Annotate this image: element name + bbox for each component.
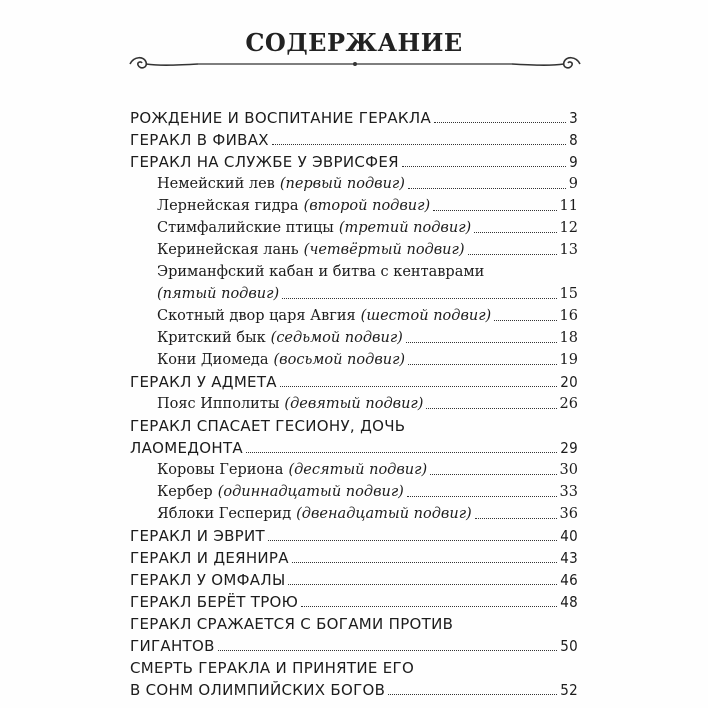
page-number: 11 [559,198,578,214]
page-number: 16 [559,308,578,324]
toc-entry-line[interactable]: ГЕРАКЛ СРАЖАЕТСЯ С БОГАМИ ПРОТИВ [130,615,454,633]
toc-entry[interactable]: ГЕРАКЛ И ДЕЯНИРА 43 [130,549,578,567]
toc-entry[interactable]: Коровы Гериона (десятый подвиг) 30 [157,462,578,478]
toc-entry[interactable]: Пояс Ипполиты (девятый подвиг) 26 [157,396,578,412]
toc-entry[interactable]: Лернейская гидра (второй подвиг) 11 [157,198,578,214]
page-number: 43 [560,549,578,567]
toc-entry[interactable]: ГЕРАКЛ БЕРЁТ ТРОЮ 48 [130,593,578,611]
toc-entry[interactable]: ГЕРАКЛ И ЭВРИТ 40 [130,527,578,545]
page-number: 12 [559,220,578,236]
page-number: 30 [559,462,578,478]
page-number: 18 [559,330,578,346]
page-number: 19 [559,352,578,368]
page-number: 50 [560,637,578,655]
page-number: 20 [560,373,578,391]
toc-entry-line[interactable]: ГЕРАКЛ СПАСАЕТ ГЕСИОНУ, ДОЧЬ [130,417,406,435]
page-number: 40 [560,527,578,545]
toc-entry[interactable]: ГИГАНТОВ 50 [130,637,578,655]
toc-entry[interactable]: В СОНМ ОЛИМПИЙСКИХ БОГОВ 52 [130,681,578,699]
toc-entry[interactable]: Скотный двор царя Авгия (шестой подвиг) 16 [157,308,578,324]
page-number: 15 [559,286,578,302]
toc-entry[interactable]: ГЕРАКЛ У ОМФАЛЫ 46 [130,571,578,589]
page-number: 9 [569,153,578,171]
page-number: 3 [569,109,578,127]
toc-entry[interactable]: ГЕРАКЛ У АДМЕТА 20 [130,373,578,391]
toc-entry[interactable]: Критский бык (седьмой подвиг) 18 [157,330,578,346]
page-title: СОДЕРЖАНИЕ [245,28,463,57]
page-number: 26 [559,396,578,412]
page-number: 33 [559,484,578,500]
toc-entry[interactable]: Керинейская лань (четвёртый подвиг) 13 [157,242,578,258]
toc-entry[interactable]: Яблоки Гесперид (двенадцатый подвиг) 36 [157,506,578,522]
toc-entry[interactable]: (пятый подвиг) 15 [157,286,578,302]
page-number: 9 [568,176,578,192]
toc-entry[interactable]: ГЕРАКЛ В ФИВАХ 8 [130,131,578,149]
toc-entry-line[interactable]: Эриманфский кабан и битва с кентаврами [157,264,485,280]
toc-entry[interactable]: Кербер (одиннадцатый подвиг) 33 [157,484,578,500]
toc-entry[interactable]: Стимфалийские птицы (третий подвиг) 12 [157,220,578,236]
page-number: 13 [559,242,578,258]
page-number: 29 [560,439,578,457]
toc-entry[interactable]: ГЕРАКЛ НА СЛУЖБЕ У ЭВРИСФЕЯ 9 [130,153,578,171]
page-number: 36 [559,506,578,522]
toc-entry[interactable]: ЛАОМЕДОНТА 29 [130,439,578,457]
page-number: 8 [569,131,578,149]
toc-entry[interactable]: Немейский лев (первый подвиг) 9 [157,176,578,192]
toc-entry[interactable]: РОЖДЕНИЕ И ВОСПИТАНИЕ ГЕРАКЛА 3 [130,109,578,127]
page-number: 52 [560,681,578,699]
toc-entry-line[interactable]: СМЕРТЬ ГЕРАКЛА И ПРИНЯТИЕ ЕГО [130,659,415,677]
page-number: 46 [560,571,578,589]
toc-entry[interactable]: Кони Диомеда (восьмой подвиг) 19 [157,352,578,368]
page-number: 48 [560,593,578,611]
